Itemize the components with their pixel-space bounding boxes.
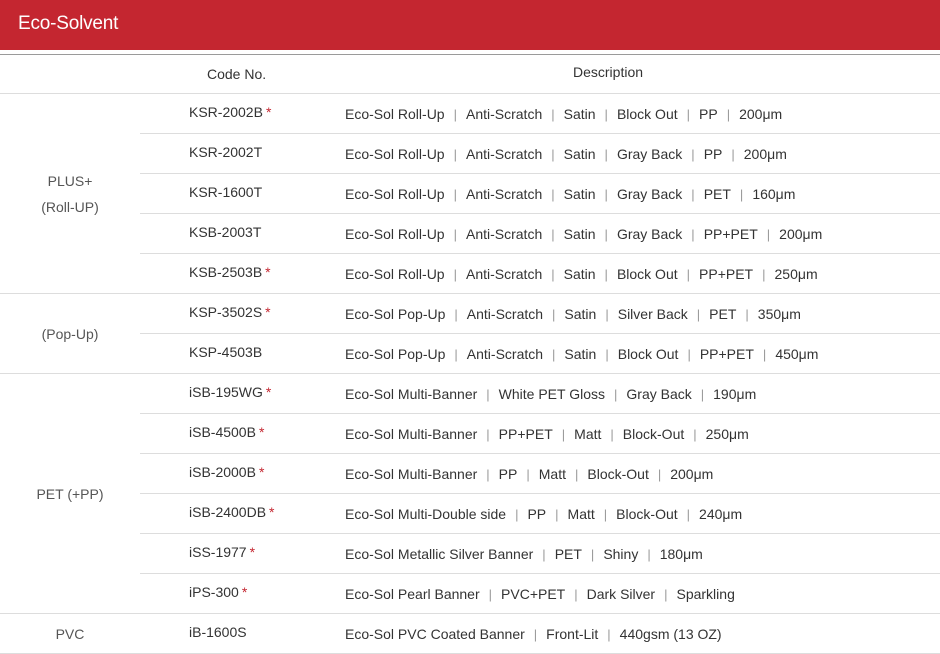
description-attribute: White PET Gloss xyxy=(498,386,605,402)
description-attribute: Satin xyxy=(563,146,596,162)
separator-pipe: | xyxy=(542,547,546,562)
product-code xyxy=(189,304,271,320)
separator-pipe: | xyxy=(551,187,555,202)
description-attribute: Silver Back xyxy=(617,306,688,322)
description-attribute: Shiny xyxy=(603,546,639,562)
description-attribute: Satin xyxy=(563,186,596,202)
group-label: PVC xyxy=(55,625,85,642)
product-description xyxy=(345,506,742,522)
table-group xyxy=(0,614,940,654)
description-attribute: Anti-Scratch xyxy=(465,266,543,282)
table-row xyxy=(140,414,940,454)
description-attribute: Satin xyxy=(563,226,596,242)
description-attribute: PP+PET xyxy=(498,426,553,442)
description-attribute: Matt xyxy=(567,506,595,522)
table-group xyxy=(0,374,940,614)
product-code xyxy=(189,144,262,160)
product-description xyxy=(345,546,703,562)
featured-star-icon: * xyxy=(258,464,265,480)
product-code xyxy=(189,224,261,240)
separator-pipe: | xyxy=(604,107,608,122)
separator-pipe: | xyxy=(610,427,614,442)
table-header xyxy=(0,55,940,94)
separator-pipe: | xyxy=(486,427,490,442)
separator-pipe: | xyxy=(691,187,695,202)
description-attribute: Eco-Sol PVC Coated Banner xyxy=(345,626,525,642)
table-row xyxy=(140,174,940,214)
description-attribute: PP+PET xyxy=(699,266,754,282)
separator-pipe: | xyxy=(700,387,705,402)
featured-star-icon: * xyxy=(249,544,256,560)
product-code xyxy=(189,504,275,520)
description-attribute: 160μm xyxy=(752,186,796,202)
product-code xyxy=(189,104,271,120)
description-attribute: PET xyxy=(703,186,731,202)
product-code xyxy=(189,624,247,640)
description-attribute: 440gsm (13 OZ) xyxy=(619,626,722,642)
description-attribute: Satin xyxy=(563,106,596,122)
product-code xyxy=(189,464,264,480)
separator-pipe: | xyxy=(726,107,731,122)
table-row xyxy=(140,294,940,334)
separator-pipe: | xyxy=(605,307,609,322)
separator-pipe: | xyxy=(551,267,555,282)
featured-star-icon: * xyxy=(269,504,275,520)
product-code xyxy=(189,584,247,600)
separator-pipe: | xyxy=(686,507,691,522)
description-attribute: Gray Back xyxy=(626,386,692,402)
description-attribute: 200μm xyxy=(739,106,783,122)
separator-pipe: | xyxy=(533,627,538,642)
table-group xyxy=(0,294,940,374)
separator-pipe: | xyxy=(454,347,458,362)
description-attribute: PP xyxy=(699,106,718,122)
product-code-text: KSP-4503B xyxy=(189,344,263,360)
product-code-text: iPS-300 xyxy=(189,584,239,600)
separator-pipe: | xyxy=(486,387,490,402)
product-code-text: iB-1600S xyxy=(189,624,247,640)
description-attribute: Front-Lit xyxy=(546,626,599,642)
separator-pipe: | xyxy=(604,187,608,202)
description-attribute: Anti-Scratch xyxy=(465,106,543,122)
featured-star-icon: * xyxy=(265,264,271,280)
separator-pipe: | xyxy=(614,387,618,402)
featured-star-icon: * xyxy=(265,384,272,400)
table-row xyxy=(140,134,940,174)
product-code xyxy=(189,344,262,360)
separator-pipe: | xyxy=(488,587,493,602)
description-attribute: PP+PET xyxy=(699,346,754,362)
separator-pipe: | xyxy=(647,547,651,562)
description-attribute: 180μm xyxy=(659,546,703,562)
product-description xyxy=(345,626,722,642)
separator-pipe: | xyxy=(739,187,744,202)
product-code xyxy=(189,424,264,440)
column-header-description: Description xyxy=(573,64,644,80)
separator-pipe: | xyxy=(551,107,555,122)
product-code-text: iSS-1977 xyxy=(189,544,247,560)
description-attribute: Anti-Scratch xyxy=(465,186,543,202)
description-attribute: 450μm xyxy=(775,346,819,362)
separator-pipe: | xyxy=(731,147,735,162)
separator-pipe: | xyxy=(555,507,559,522)
description-attribute: Dark Silver xyxy=(586,586,656,602)
separator-pipe: | xyxy=(604,267,608,282)
separator-pipe: | xyxy=(526,467,530,482)
product-description xyxy=(345,106,782,122)
description-attribute: Block Out xyxy=(617,346,679,362)
separator-pipe: | xyxy=(453,267,457,282)
separator-pipe: | xyxy=(762,347,767,362)
description-attribute: 190μm xyxy=(713,386,757,402)
separator-pipe: | xyxy=(453,227,457,242)
description-attribute: Eco-Sol Pearl Banner xyxy=(345,586,480,602)
group-label: PET (+PP) xyxy=(36,485,104,502)
separator-pipe: | xyxy=(686,267,691,282)
product-description xyxy=(345,146,787,162)
separator-pipe: | xyxy=(604,227,608,242)
product-description xyxy=(345,426,749,442)
separator-pipe: | xyxy=(762,267,766,282)
separator-pipe: | xyxy=(574,467,579,482)
description-attribute: Gray Back xyxy=(616,226,683,242)
product-code-text: KSP-3502S xyxy=(189,304,263,320)
description-attribute: 200μm xyxy=(670,466,714,482)
description-attribute: Anti-Scratch xyxy=(466,346,544,362)
description-attribute: Satin xyxy=(564,346,597,362)
product-description xyxy=(345,386,756,402)
separator-pipe: | xyxy=(590,547,595,562)
description-attribute: Eco-Sol Roll-Up xyxy=(345,186,445,202)
product-description xyxy=(345,266,818,282)
description-attribute: Satin xyxy=(563,266,596,282)
featured-star-icon: * xyxy=(265,104,272,120)
description-attribute: Anti-Scratch xyxy=(466,306,544,322)
separator-pipe: | xyxy=(664,587,668,602)
description-attribute: Block-Out xyxy=(587,466,649,482)
table-row xyxy=(140,94,940,134)
separator-pipe: | xyxy=(453,147,457,162)
separator-pipe: | xyxy=(607,627,611,642)
page-header xyxy=(0,0,940,50)
table-row xyxy=(140,574,940,613)
group-label: (Pop-Up) xyxy=(41,325,99,342)
product-description xyxy=(345,586,735,602)
product-description xyxy=(345,346,818,362)
separator-pipe: | xyxy=(603,507,608,522)
table-group xyxy=(0,94,940,294)
featured-star-icon: * xyxy=(265,304,271,320)
table-row xyxy=(140,494,940,534)
description-attribute: Eco-Sol Metallic Silver Banner xyxy=(345,546,534,562)
description-attribute: 200μm xyxy=(743,146,787,162)
description-attribute: PP xyxy=(527,506,547,522)
featured-star-icon: * xyxy=(241,584,248,600)
description-attribute: PP xyxy=(498,466,518,482)
product-code-text: iSB-4500B xyxy=(189,424,256,440)
separator-pipe: | xyxy=(766,227,771,242)
product-code-text: iSB-2000B xyxy=(189,464,256,480)
separator-pipe: | xyxy=(561,427,566,442)
description-attribute: Eco-Sol Multi-Double side xyxy=(345,506,507,522)
separator-pipe: | xyxy=(552,347,556,362)
description-attribute: 200μm xyxy=(779,226,823,242)
description-attribute: Eco-Sol Pop-Up xyxy=(345,346,446,362)
description-attribute: PP xyxy=(703,146,723,162)
description-attribute: PVC+PET xyxy=(501,586,566,602)
separator-pipe: | xyxy=(686,107,691,122)
separator-pipe: | xyxy=(552,307,556,322)
table-row xyxy=(140,534,940,574)
product-code xyxy=(189,544,255,560)
description-attribute: Anti-Scratch xyxy=(465,146,543,162)
separator-pipe: | xyxy=(696,307,701,322)
separator-pipe: | xyxy=(515,507,519,522)
product-code xyxy=(189,264,271,280)
table-row xyxy=(140,454,940,494)
description-attribute: Eco-Sol Pop-Up xyxy=(345,306,446,322)
description-attribute: PP+PET xyxy=(703,226,758,242)
table-row xyxy=(140,254,940,293)
product-description xyxy=(345,186,795,202)
description-attribute: PET xyxy=(709,306,737,322)
description-attribute: Matt xyxy=(574,426,602,442)
description-attribute: 240μm xyxy=(699,506,743,522)
table-row xyxy=(140,214,940,254)
product-code xyxy=(189,184,262,200)
separator-pipe: | xyxy=(453,107,457,122)
product-code-text: KSR-1600T xyxy=(189,184,263,200)
description-attribute: Block Out xyxy=(616,266,678,282)
description-attribute: Gray Back xyxy=(616,186,683,202)
description-attribute: Anti-Scratch xyxy=(465,226,543,242)
separator-pipe: | xyxy=(604,147,608,162)
description-attribute: Eco-Sol Roll-Up xyxy=(345,266,445,282)
description-attribute: Sparkling xyxy=(676,586,735,602)
separator-pipe: | xyxy=(657,467,662,482)
column-header-code: Code No. xyxy=(207,66,267,82)
description-attribute: Block-Out xyxy=(622,426,685,442)
separator-pipe: | xyxy=(605,347,609,362)
description-attribute: Eco-Sol Roll-Up xyxy=(345,146,445,162)
separator-pipe: | xyxy=(454,307,458,322)
separator-pipe: | xyxy=(551,227,555,242)
product-code-text: iSB-2400DB xyxy=(189,504,267,520)
description-attribute: Eco-Sol Multi-Banner xyxy=(345,426,478,442)
group-label: PLUS+ (Roll-UP) xyxy=(41,172,99,215)
product-code-text: KSR-2002T xyxy=(189,144,263,160)
product-code-text: KSB-2003T xyxy=(189,224,262,240)
separator-pipe: | xyxy=(453,187,457,202)
product-description xyxy=(345,466,713,482)
separator-pipe: | xyxy=(486,467,490,482)
description-attribute: 350μm xyxy=(757,306,801,322)
description-attribute: Eco-Sol Multi-Banner xyxy=(345,466,478,482)
description-attribute: 250μm xyxy=(705,426,749,442)
description-attribute: Satin xyxy=(564,306,597,322)
product-code-text: KSB-2503B xyxy=(189,264,263,280)
description-attribute: Block Out xyxy=(616,106,678,122)
table-row xyxy=(140,374,940,414)
product-code-text: iSB-195WG xyxy=(189,384,263,400)
product-code-text: KSR-2002B xyxy=(189,104,263,120)
separator-pipe: | xyxy=(551,147,555,162)
separator-pipe: | xyxy=(745,307,749,322)
featured-star-icon: * xyxy=(258,424,265,440)
separator-pipe: | xyxy=(691,227,695,242)
description-attribute: Eco-Sol Roll-Up xyxy=(345,226,445,242)
product-description xyxy=(345,226,822,242)
table-row xyxy=(140,334,940,373)
description-attribute: Matt xyxy=(538,466,566,482)
separator-pipe: | xyxy=(574,587,578,602)
description-attribute: 250μm xyxy=(774,266,818,282)
separator-pipe: | xyxy=(687,347,691,362)
separator-pipe: | xyxy=(691,147,695,162)
product-description xyxy=(345,306,801,322)
description-attribute: Eco-Sol Roll-Up xyxy=(345,106,445,122)
description-attribute: Gray Back xyxy=(616,146,683,162)
description-attribute: Eco-Sol Multi-Banner xyxy=(345,386,478,402)
product-code xyxy=(189,384,271,400)
description-attribute: PET xyxy=(554,546,582,562)
description-attribute: Block-Out xyxy=(616,506,678,522)
table-row xyxy=(140,614,940,653)
page-title: Eco-Solvent xyxy=(18,13,119,34)
separator-pipe: | xyxy=(693,427,697,442)
